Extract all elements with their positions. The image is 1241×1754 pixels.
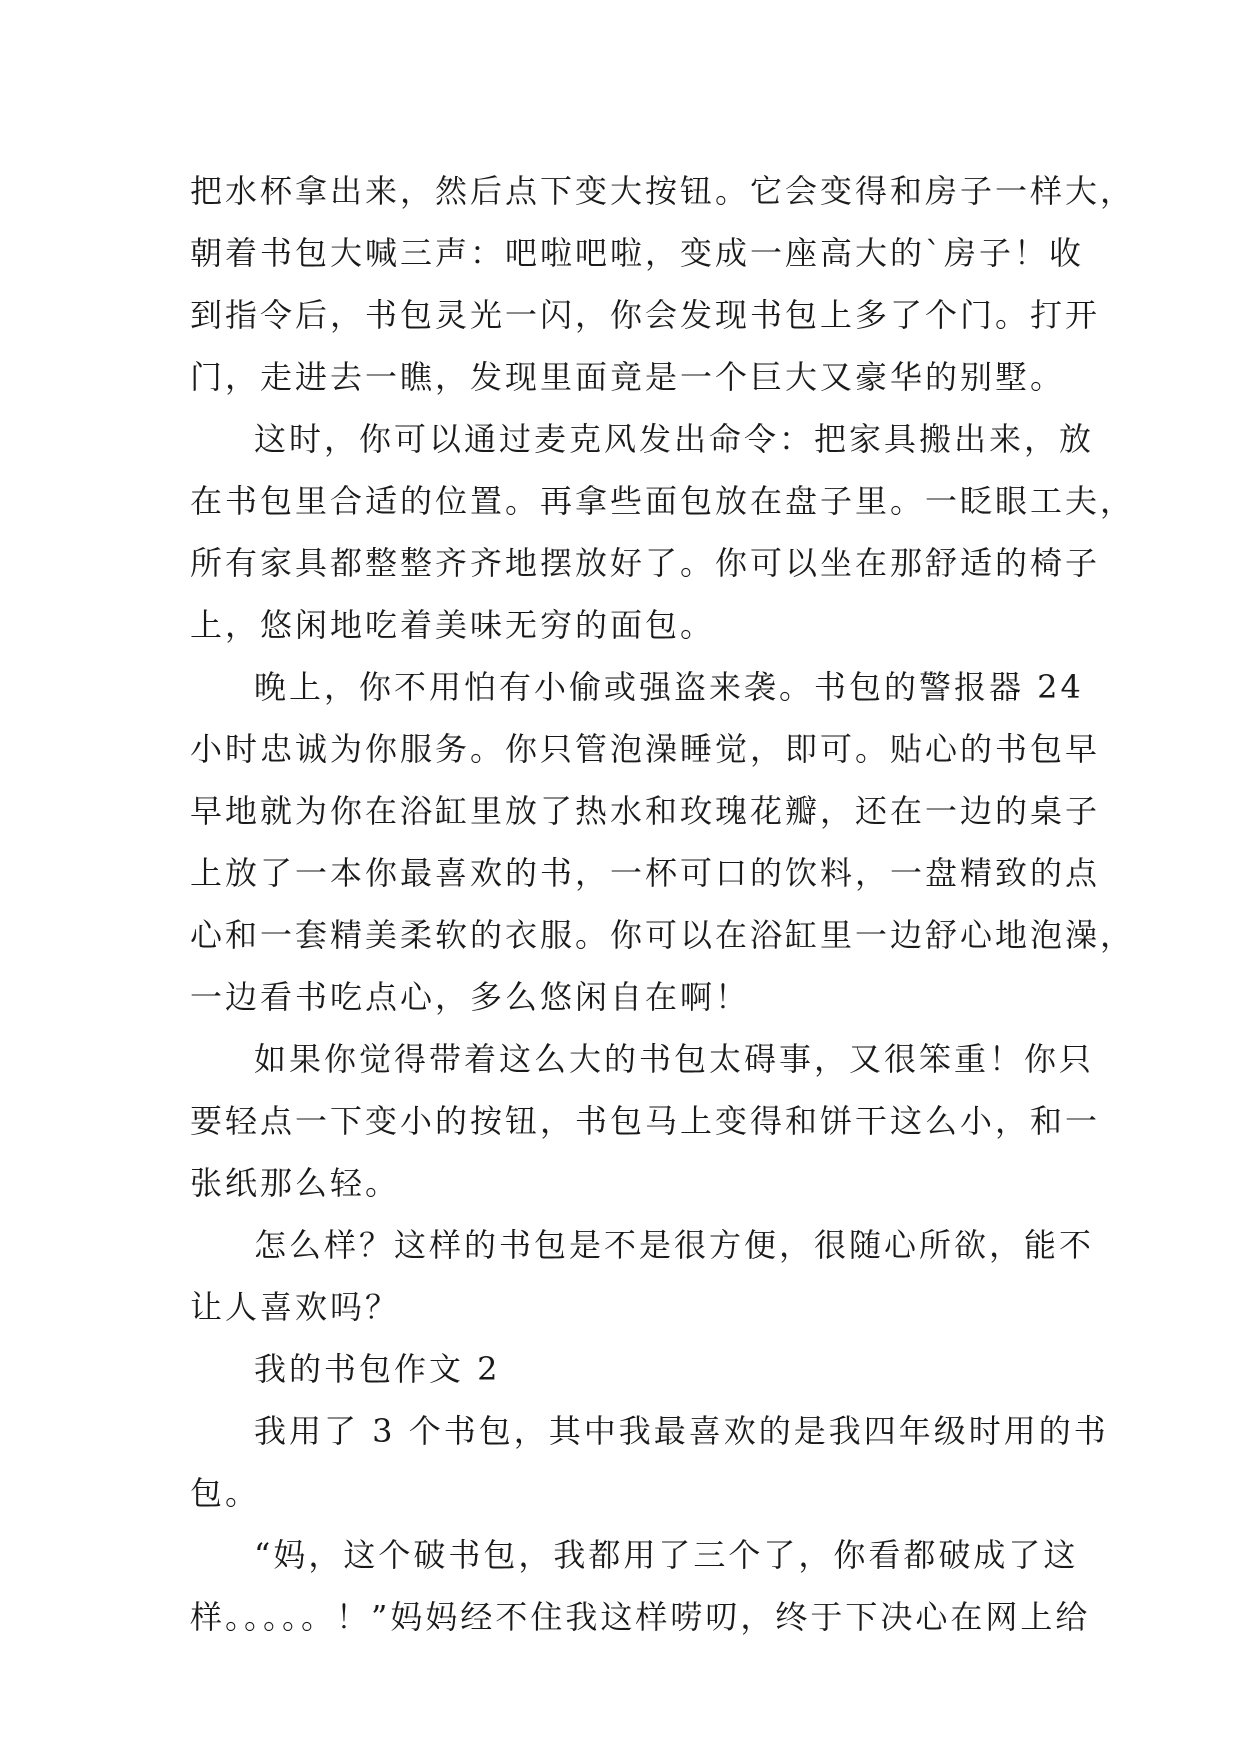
text-line: 要轻点一下变小的按钮，书包马上变得和饼干这么小，和一 [190, 1102, 1101, 1140]
text-line: 心和一套精美柔软的衣服。你可以在浴缸里一边舒心地泡澡， [190, 916, 1136, 954]
text-line: 在书包里合适的位置。再拿些面包放在盘子里。一眨眼工夫， [190, 482, 1136, 520]
paragraph-first-line: 我用了 3 个书包，其中我最喜欢的是我四年级时用的书 [254, 1412, 1109, 1450]
text-line: 所有家具都整整齐齐地摆放好了。你可以坐在那舒适的椅子 [190, 544, 1101, 582]
text-line: 小时忠诚为你服务。你只管泡澡睡觉，即可。贴心的书包早 [190, 730, 1101, 768]
paragraph-first-line: 如果你觉得带着这么大的书包太碍事，又很笨重！你只 [254, 1040, 1095, 1078]
paragraph-first-line: 怎么样？这样的书包是不是很方便，很随心所欲，能不 [254, 1226, 1095, 1264]
paragraph-first-line: 这时，你可以通过麦克风发出命令：把家具搬出来，放 [254, 420, 1095, 458]
text-line: 上放了一本你最喜欢的书，一杯可口的饮料，一盘精致的点 [190, 854, 1101, 892]
text-line: 包。 [190, 1474, 261, 1512]
text-line: 一边看书吃点心，多么悠闲自在啊！ [190, 978, 751, 1016]
paragraph-first-line: 晚上，你不用怕有小偷或强盗来袭。书包的警报器 24 [254, 668, 1084, 706]
section-heading: 我的书包作文 2 [254, 1350, 501, 1388]
text-line: 到指令后，书包灵光一闪，你会发现书包上多了个门。打开 [190, 296, 1101, 334]
text-line: 早地就为你在浴缸里放了热水和玫瑰花瓣，还在一边的桌子 [190, 792, 1101, 830]
document-body [190, 160, 1136, 1648]
text-line: 把水杯拿出来，然后点下变大按钮。它会变得和房子一样大， [190, 172, 1136, 210]
text-line: 上，悠闲地吃着美味无穷的面包。 [190, 606, 716, 644]
paragraph-first-line: “妈，这个破书包，我都用了三个了，你看都破成了这 [254, 1536, 1079, 1574]
text-line: 样。。。。。！”妈妈经不住我这样唠叨，终于下决心在网上给 [190, 1598, 1091, 1636]
text-line: 张纸那么轻。 [190, 1164, 401, 1202]
text-line: 让人喜欢吗？ [190, 1288, 401, 1326]
text-line: 门，走进去一瞧，发现里面竟是一个巨大又豪华的别墅。 [190, 358, 1066, 396]
text-line: 朝着书包大喊三声：吧啦吧啦，变成一座高大的`房子！收 [190, 234, 1085, 272]
